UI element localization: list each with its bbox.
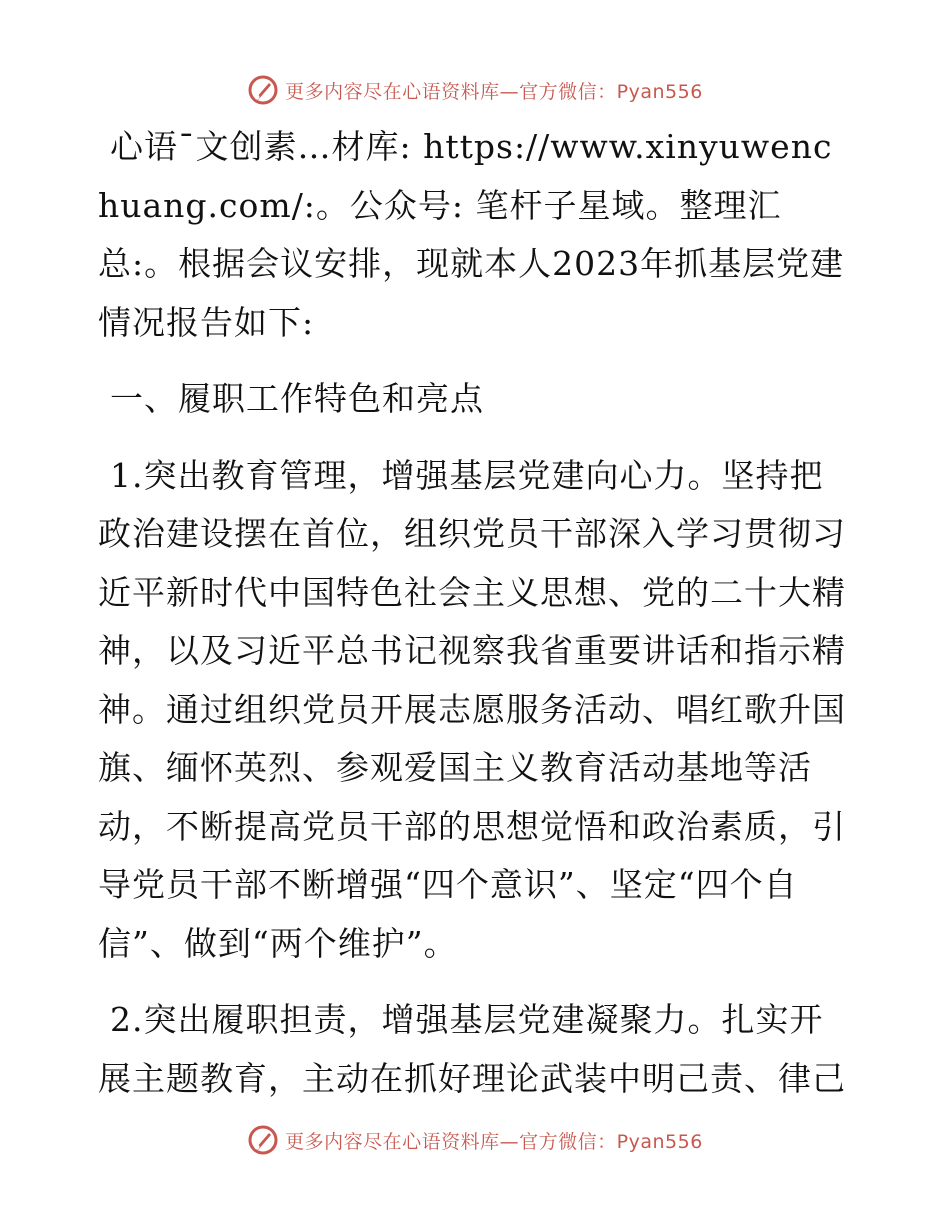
- watermark-text: 更多内容尽在心语资料库—官方微信：Pyan556: [285, 1130, 703, 1153]
- point-1-paragraph: 1.突出教育管理，增强基层党建向心力。坚持把政治建设摆在首位，组织党员干部深入学习贯彻习近平新时代中国特色社会主义思想、党的二十大精神，以及习近平总书记视察我省重要讲话和指示精神。通过组织党员开展志愿服务活动、唱红歌升国旗、缅怀英烈、参观爱国主义教育活动基地等活动，不断提高党员干部的思想觉悟和政治素质，引导党员干部不断增强“四个意识”、坚定“四个自信”、做到“两个维护”。: [98, 455, 846, 963]
- document-body: [98, 118, 852, 1108]
- section-heading: 一、履职工作特色和亮点: [110, 379, 484, 418]
- point-2-paragraph: 2.突出履职担责，增强基层党建凝聚力。扎实开展主题教育，主动在抓好理论武装中明己责、律己: [98, 1000, 846, 1098]
- quill-logo-icon: [247, 1124, 279, 1156]
- footer-watermark: [0, 1120, 950, 1160]
- watermark-text: 更多内容尽在心语资料库—官方微信：Pyan556: [285, 80, 703, 103]
- intro-paragraph: 心语¯文创素…材库: https://www.xinyuwenchuang.com/:。公众号: 笔杆子星域。整理汇总:。根据会议安排，现就本人2023年抓基层党建情况报告如下:: [98, 127, 845, 342]
- quill-logo-icon: [247, 74, 279, 106]
- header-watermark: [0, 70, 950, 110]
